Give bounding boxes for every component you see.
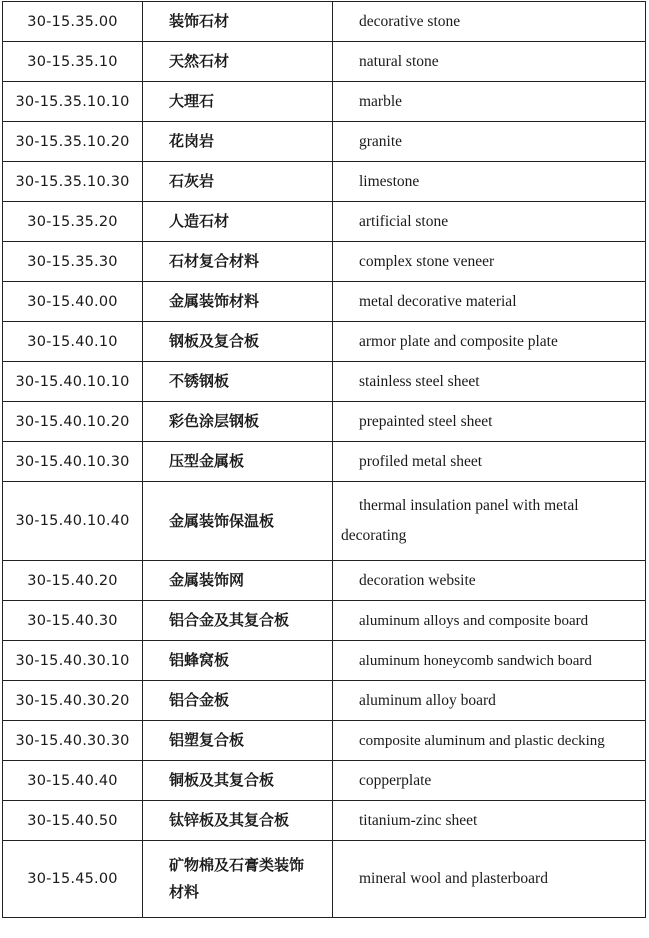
table-row: [3, 162, 646, 202]
row-chinese-term: 钛锌板及其复合板: [143, 801, 333, 841]
row-code: 30-15.40.30.20: [3, 681, 143, 721]
row-chinese-term: 石材复合材料: [143, 242, 333, 282]
row-english-term: limestone: [333, 162, 646, 202]
row-code: 30-15.40.10.20: [3, 402, 143, 442]
row-code: 30-15.40.20: [3, 561, 143, 601]
row-chinese-term: 金属装饰保温板: [143, 482, 333, 561]
row-code: 30-15.40.30.10: [3, 641, 143, 681]
row-chinese-term: 不锈钢板: [143, 362, 333, 402]
table-row: [3, 681, 646, 721]
table-row: [3, 42, 646, 82]
row-english-term: aluminum alloys and composite board: [333, 601, 646, 641]
row-english-term: marble: [333, 82, 646, 122]
row-english-term: copperplate: [333, 761, 646, 801]
table-row: [3, 322, 646, 362]
row-chinese-term: 彩色涂层钢板: [143, 402, 333, 442]
row-chinese-term: 金属装饰网: [143, 561, 333, 601]
row-english-term: natural stone: [333, 42, 646, 82]
table-row: [3, 601, 646, 641]
row-english-term: titanium-zinc sheet: [333, 801, 646, 841]
row-code: 30-15.35.10.20: [3, 122, 143, 162]
row-code: 30-15.40.00: [3, 282, 143, 322]
row-chinese-term: 铝合金及其复合板: [143, 601, 333, 641]
row-chinese-term: 铝蜂窝板: [143, 641, 333, 681]
table-row: [3, 402, 646, 442]
table-row: [3, 242, 646, 282]
table-row: [3, 841, 646, 918]
table-row: [3, 442, 646, 482]
table-row: [3, 482, 646, 561]
row-code: 30-15.40.30: [3, 601, 143, 641]
row-english-term: armor plate and composite plate: [333, 322, 646, 362]
row-code: 30-15.35.10.10: [3, 82, 143, 122]
row-code: 30-15.40.50: [3, 801, 143, 841]
row-chinese-term: 天然石材: [143, 42, 333, 82]
row-english-term: complex stone veneer: [333, 242, 646, 282]
row-chinese-term: 铝塑复合板: [143, 721, 333, 761]
table-row: [3, 362, 646, 402]
row-chinese-term: 铝合金板: [143, 681, 333, 721]
table-row: [3, 561, 646, 601]
table-row: [3, 761, 646, 801]
row-english-term: metal decorative material: [333, 282, 646, 322]
table-row: [3, 202, 646, 242]
row-english-term: stainless steel sheet: [333, 362, 646, 402]
row-chinese-term: 人造石材: [143, 202, 333, 242]
row-code: 30-15.40.10: [3, 322, 143, 362]
table-row: [3, 641, 646, 681]
row-chinese-term: 铜板及其复合板: [143, 761, 333, 801]
row-code: 30-15.40.40: [3, 761, 143, 801]
table-row: [3, 82, 646, 122]
row-english-term: composite aluminum and plastic decking: [333, 721, 646, 761]
row-chinese-term: 石灰岩: [143, 162, 333, 202]
row-code: 30-15.35.00: [3, 2, 143, 42]
row-english-term: mineral wool and plasterboard: [333, 841, 646, 918]
row-code: 30-15.35.30: [3, 242, 143, 282]
row-code: 30-15.40.10.10: [3, 362, 143, 402]
row-english-term: aluminum honeycomb sandwich board: [333, 641, 646, 681]
row-code: 30-15.35.10: [3, 42, 143, 82]
row-code: 30-15.40.10.40: [3, 482, 143, 561]
table-row: [3, 721, 646, 761]
row-chinese-term: 花岗岩: [143, 122, 333, 162]
row-english-term: thermal insulation panel with metal decorating: [333, 482, 646, 561]
row-english-term: decorative stone: [333, 2, 646, 42]
table-row: [3, 801, 646, 841]
table-row: [3, 122, 646, 162]
row-code: 30-15.35.20: [3, 202, 143, 242]
row-english-term: profiled metal sheet: [333, 442, 646, 482]
row-english-term: aluminum alloy board: [333, 681, 646, 721]
row-code: 30-15.35.10.30: [3, 162, 143, 202]
row-chinese-term: 装饰石材: [143, 2, 333, 42]
row-code: 30-15.45.00: [3, 841, 143, 918]
row-chinese-term: 大理石: [143, 82, 333, 122]
classification-table: [2, 1, 646, 918]
row-chinese-term: 矿物棉及石膏类装饰材料: [143, 841, 333, 918]
row-code: 30-15.40.30.30: [3, 721, 143, 761]
row-english-term: artificial stone: [333, 202, 646, 242]
row-chinese-term: 压型金属板: [143, 442, 333, 482]
row-english-term: prepainted steel sheet: [333, 402, 646, 442]
row-code: 30-15.40.10.30: [3, 442, 143, 482]
row-chinese-term: 钢板及复合板: [143, 322, 333, 362]
table-row: [3, 2, 646, 42]
row-english-term: granite: [333, 122, 646, 162]
row-english-term: decoration website: [333, 561, 646, 601]
row-chinese-term: 金属装饰材料: [143, 282, 333, 322]
table-row: [3, 282, 646, 322]
